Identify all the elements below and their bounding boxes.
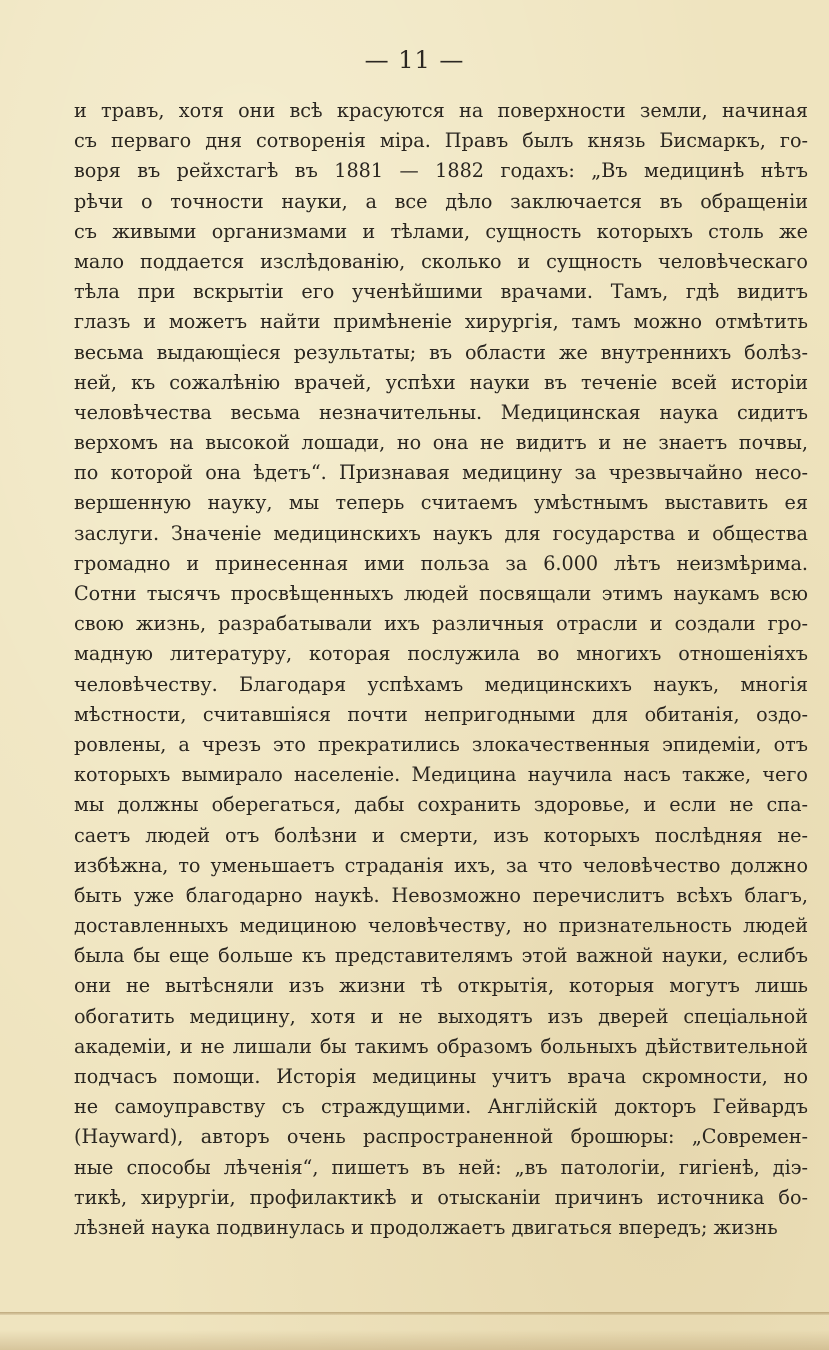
- text-line: воря въ рейхстагѣ въ 1881 — 1882 годахъ: „Въ медицинѣ нѣтъ: [74, 159, 808, 183]
- text-line: съ живыми организмами и тѣлами, сущность которыхъ столь же: [74, 219, 808, 243]
- text-line: человѣчеству. Благодаря успѣхамъ медицинскихъ наукъ, многія: [74, 672, 808, 696]
- text-line: весьма выдающіеся результаты; въ области же внутреннихъ болѣз-: [74, 340, 808, 364]
- text-line: академіи, и не лишали бы такимъ образомъ больныхъ дѣйствительной: [74, 1034, 808, 1058]
- text-line: мы должны оберегаться, дабы сохранить здоровье, и если не спа-: [74, 793, 808, 817]
- text-line: человѣчества весьма незначительны. Медицинская наука сидитъ: [74, 400, 808, 424]
- text-line: мадную литературу, которая послужила во многихъ отношеніяхъ: [74, 642, 808, 666]
- text-line: громадно и принесенная ими польза за 6.000 лѣтъ неизмѣрима.: [74, 551, 808, 575]
- text-line: по которой она ѣдетъ“. Признавая медицину за чрезвычайно несо-: [74, 461, 808, 485]
- text-line: свою жизнь, разрабатывали ихъ различныя отрасли и создали гро-: [74, 612, 808, 636]
- text-line: быть уже благодарно наукѣ. Невозможно перечислитъ всѣхъ благъ,: [74, 883, 808, 907]
- text-line: ней, къ сожалѣнію врачей, успѣхи науки въ теченіе всей исторіи: [74, 370, 808, 394]
- text-line: вершенную науку, мы теперь считаемъ умѣстнымъ выставить ея: [74, 491, 808, 515]
- text-line: избѣжна, то уменьшаетъ страданія ихъ, за что человѣчество должно: [74, 853, 808, 877]
- text-line: тикѣ, хирургіи, профилактикѣ и отысканіи причинъ источника бо-: [74, 1185, 808, 1209]
- text-line: тѣла при вскрытіи его ученѣйшими врачами. Тамъ, гдѣ видитъ: [74, 280, 808, 304]
- text-line: мѣстности, считавшіяся почти непригодными для обитанія, оздо-: [74, 702, 808, 726]
- text-line: лѣзней наука подвинулась и продолжаетъ двигаться впередъ; жизнь: [74, 1215, 778, 1239]
- text-line: доставленныхъ медициною человѣчеству, но признательность людей: [74, 914, 808, 938]
- text-line: обогатить медицину, хотя и не выходятъ изъ дверей спеціальной: [74, 1004, 808, 1028]
- text-line: верхомъ на высокой лошади, но она не видитъ и не знаетъ почвы,: [74, 431, 808, 455]
- text-line: которыхъ вымирало населеніе. Медицина научила насъ также, чего: [74, 763, 808, 787]
- text-line: ровлены, а чрезъ это прекратились злокачественныя эпидеміи, отъ: [74, 732, 808, 756]
- text-line: была бы еще больше къ представителямъ этой важной науки, еслибъ: [74, 944, 808, 968]
- text-line: они не вытѣсняли изъ жизни тѣ открытія, которыя могутъ лишь: [74, 974, 808, 998]
- text-line: съ перваго дня сотворенія міра. Правъ былъ князь Бисмаркъ, го-: [74, 129, 808, 153]
- text-line: саетъ людей отъ болѣзни и смерти, изъ которыхъ послѣдняя не-: [74, 823, 808, 847]
- text-line: и травъ, хотя они всѣ красуются на поверхности земли, начиная: [74, 99, 808, 122]
- text-line: мало поддается изслѣдованію, сколько и сущность человѣческаго: [74, 249, 808, 273]
- text-line: не самоуправству съ страждущими. Англійскій докторъ Гейвардъ: [74, 1095, 808, 1119]
- text-line: глазъ и можетъ найти примѣненіе хирургія, тамъ можно отмѣтить: [74, 310, 808, 334]
- text-line: рѣчи о точности науки, а все дѣло заключается въ обращеніи: [74, 189, 808, 213]
- text-line: подчасъ помощи. Исторія медицины учитъ врача скромности, но: [74, 1065, 808, 1088]
- text-line: Сотни тысячъ просвѣщенныхъ людей посвящали этимъ наукамъ всю: [74, 582, 808, 605]
- page-bottom-edge-line: [0, 1312, 829, 1315]
- page-bottom-edge: [0, 1330, 829, 1350]
- body-text: [74, 96, 808, 1243]
- page-number: — 11 —: [364, 46, 465, 74]
- text-line: заслуги. Значеніе медицинскихъ наукъ для государства и общества: [74, 521, 808, 545]
- text-line: (Hayward), авторъ очень распространенной брошюры: „Современ-: [74, 1125, 808, 1149]
- text-line: ные способы лѣченія“, пишетъ въ ней: „въ патологіи, гигіенѣ, діэ-: [74, 1155, 808, 1179]
